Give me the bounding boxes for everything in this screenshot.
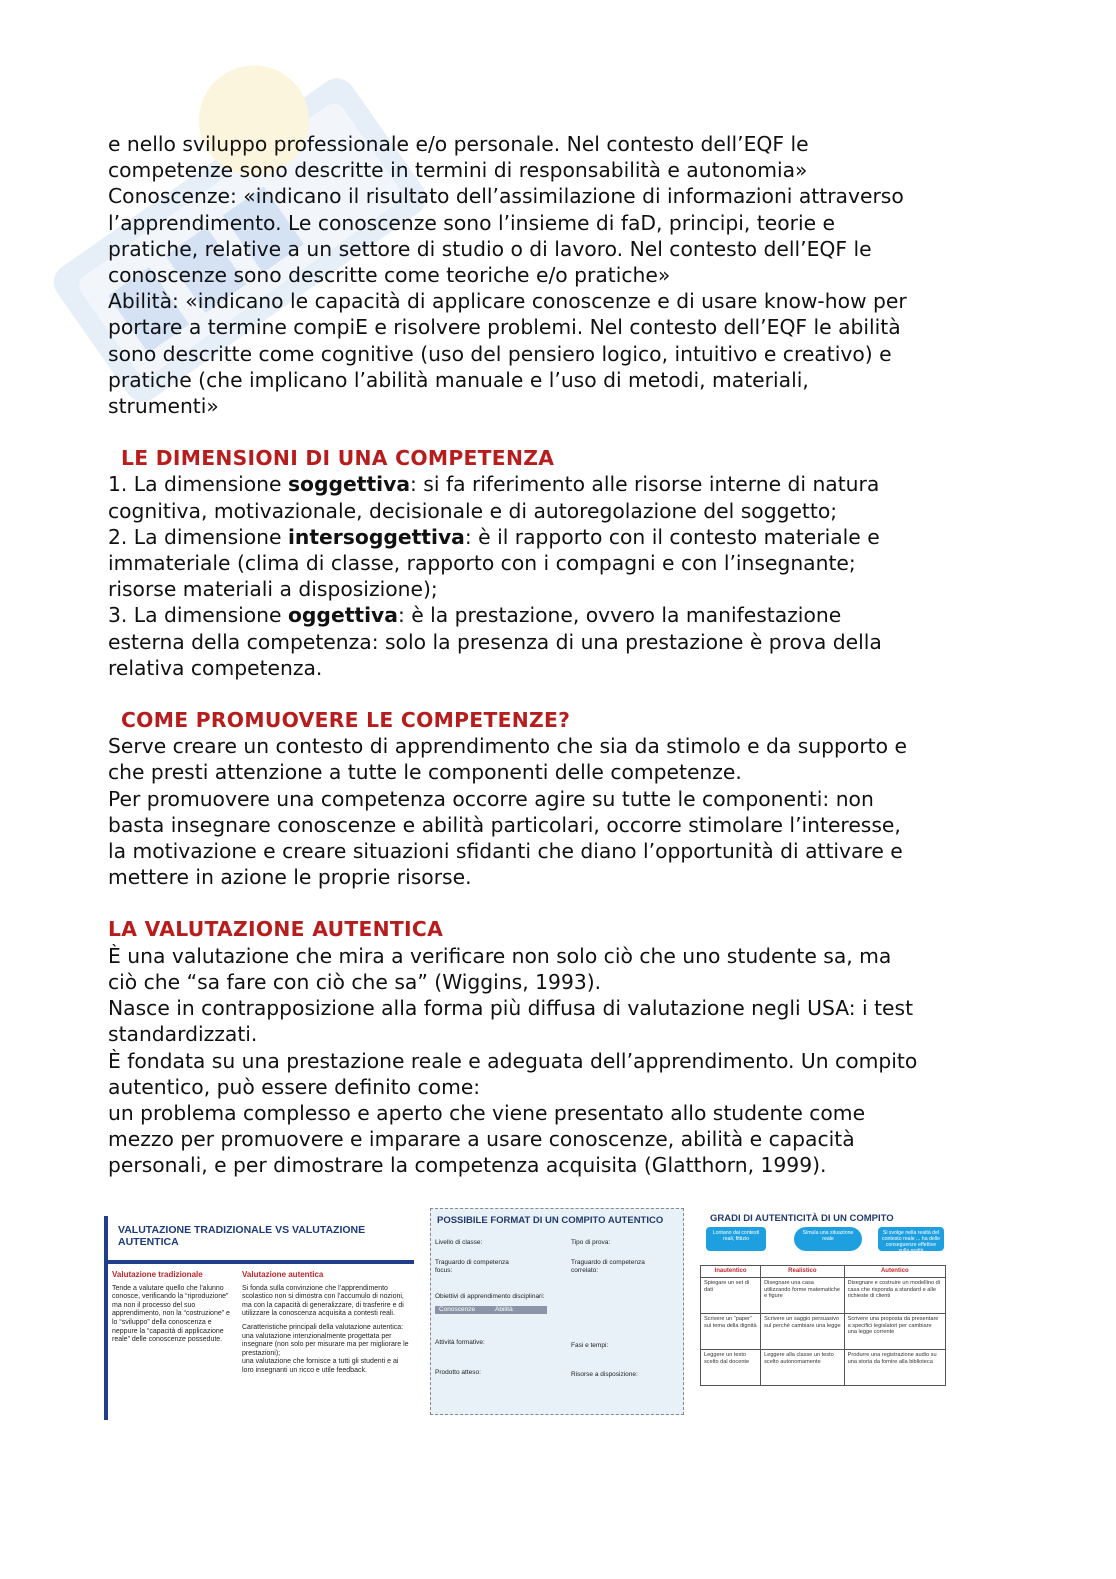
slide-format-compito-autentico — [430, 1208, 684, 1415]
text-line: sono descritte come cognitive (uso del pensiero logico, intuitivo e creativo) e — [108, 341, 892, 366]
table-cell: Disegnare una casa utilizzando forme matematiche e figure — [761, 1277, 845, 1313]
slide-title: POSSIBILE FORMAT DI UN COMPITO AUTENTICO — [437, 1215, 664, 1226]
text-line: esterna della competenza: solo la presenza di una prestazione è prova della — [108, 629, 882, 654]
form-label: Fasi e tempi: — [571, 1342, 609, 1349]
section-title-dimensioni: LE DIMENSIONI DI UNA COMPETENZA — [121, 446, 555, 471]
table-header: Realistico — [761, 1266, 845, 1278]
text-line: relativa competenza. — [108, 655, 323, 680]
form-label: Traguardo di competenza correlato: — [571, 1259, 645, 1274]
text-line: conoscenze sono descritte come teoriche e/o pratiche» — [108, 263, 671, 288]
slide-title: GRADI DI AUTENTICITÀ DI UN COMPITO — [710, 1213, 894, 1224]
slide-thumbnails — [0, 1208, 1116, 1428]
text-line: competenze sono descritte in termini di responsabilità e autonomia» — [108, 158, 808, 183]
text-line: Abilità: «indicano le capacità di applicare conoscenze e di usare know-how per — [108, 289, 907, 314]
text-line: l’apprendimento. Le conoscenze sono l’insieme di faD, principi, teorie e — [108, 210, 836, 235]
text-line: immateriale (clima di classe, rapporto con i compagni e con l’insegnante; — [108, 551, 856, 576]
document-body — [108, 131, 1008, 1179]
form-label: Obiettivi di apprendimento disciplinari: — [435, 1293, 545, 1300]
table-cell: Disegnare e costruire un modellino di casa che risponda a standard e alle richieste di clienti — [844, 1277, 945, 1313]
text-line: personali, e per dimostrare la competenza acquisita (Glatthorn, 1999). — [108, 1153, 827, 1178]
promuovere-paragraph — [108, 733, 1008, 890]
text-line: pratiche (che implicano l’abilità manuale e l’uso di metodi, materiali, — [108, 367, 809, 392]
text-line: che presti attenzione a tutte le componenti delle competenze. — [108, 760, 742, 785]
text-line: pratiche, relative a un settore di studio o di lavoro. Nel contesto dell’EQF le — [108, 236, 872, 261]
table-cell: Produrre una registrazione audio su una storia da fornire alla biblioteca — [844, 1349, 945, 1385]
slide-valutazione-tradizionale-vs-autentica — [104, 1216, 418, 1420]
authenticity-table — [700, 1265, 946, 1386]
column-text: Si fonda sulla convinzione che l’apprendimento scolastico non si dimostra con l’accumulo di nozioni, ma con la capacità di generalizzare, di trasferire e di utilizzare la conoscenza acquisita a contesti reali. — [242, 1284, 404, 1318]
text-line: basta insegnare conoscenze e abilità particolari, occorre stimolare l’interesse, — [108, 812, 901, 837]
text-line: È fondata su una prestazione reale e adeguata dell’apprendimento. Un compito — [108, 1048, 918, 1073]
form-label: Attività formative: — [435, 1339, 485, 1346]
table-cell: Scrivere una proposta da presentare a specifici legislatori per cambiare una legge corrente — [844, 1313, 945, 1349]
table-header: Conoscenze — [439, 1306, 476, 1313]
text-line: autentico, può essere definito come: — [108, 1074, 481, 1099]
text-line: strumenti» — [108, 394, 219, 419]
text-line: Conoscenze: «indicano il risultato dell’assimilazione di informazioni attraverso — [108, 184, 904, 209]
table-row — [701, 1349, 946, 1385]
scale-pill: Si svolge nella realtà del contesto reale ... ha delle conseguenze effettive sulla realtà — [878, 1227, 944, 1251]
text-line: mettere in azione le proprie risorse. — [108, 865, 472, 890]
scale-pill: Simula una situazione reale — [794, 1227, 862, 1251]
form-label: Traguardo di competenza focus: — [435, 1259, 509, 1274]
bullet-item: una valutazione che fornisce a tutti gli studenti e ai loro insegnanti un ricco e utile feedback. — [242, 1358, 399, 1374]
intro-paragraph — [108, 131, 1008, 419]
text-line: Nasce in contrapposizione alla forma più diffusa di valutazione negli USA: i test — [108, 996, 914, 1021]
text-line: la motivazione e creare situazioni sfidanti che diano l’opportunità di attivare e — [108, 839, 903, 864]
column-heading: Valutazione autentica — [242, 1270, 324, 1279]
text-line: portare a termine compiE e risolvere problemi. Nel contesto dell’EQF le abilità — [108, 315, 901, 340]
table-header-bar — [435, 1306, 547, 1314]
table-cell: Leggere un testo scelto dal docente — [701, 1349, 761, 1385]
text-line: Per promuovere una competenza occorre agire su tutte le componenti: non — [108, 786, 874, 811]
slide-title: VALUTAZIONE TRADIZIONALE VS VALUTAZIONE AUTENTICA — [118, 1224, 366, 1248]
text-line: mezzo per promuovere e imparare a usare conoscenze, abilità e capacità — [108, 1127, 855, 1152]
divider — [108, 1260, 414, 1264]
scale-pill: Lontano dai contesti reali, fittizio — [706, 1227, 766, 1251]
form-label: Tipo di prova: — [571, 1239, 611, 1246]
text-line: risorse materiali a disposizione); — [108, 577, 438, 602]
section-title-valutazione: LA VALUTAZIONE AUTENTICA — [108, 917, 444, 942]
table-row — [701, 1313, 946, 1349]
left-column — [112, 1271, 236, 1345]
valutazione-paragraph — [108, 943, 1008, 1179]
table-header-row — [701, 1266, 946, 1278]
table-header: Abilità — [495, 1306, 513, 1313]
table-header: Inautentico — [701, 1266, 761, 1278]
list-item: 1. La dimensione soggettiva: si fa riferimento alle risorse interne di natura — [108, 472, 880, 497]
form-label: Livello di classe: — [435, 1239, 483, 1246]
column-heading: Valutazione tradizionale — [112, 1270, 203, 1279]
text-line: Serve creare un contesto di apprendimento che sia da stimolo e da supporto e — [108, 734, 907, 759]
table-row — [701, 1277, 946, 1313]
list-item: 3. La dimensione oggettiva: è la prestazione, ovvero la manifestazione — [108, 603, 842, 628]
slide-gradi-autenticita — [700, 1201, 952, 1396]
column-text: Tende a valutare quello che l’alunno conosce, verificando la “riproduzione” ma non il processo del suo apprendimento, non la “costruzione” e lo “sviluppo” della conoscenza e neppure la “capacità di applicazione reale” delle conoscenze possedute. — [112, 1284, 230, 1344]
table-cell: Leggere alla classe un testo scelto autonomamente — [761, 1349, 845, 1385]
table-cell: Scrivere un “paper” sui tema della dignità — [701, 1313, 761, 1349]
form-label: Risorse a disposizione: — [571, 1371, 638, 1378]
text-line: cognitiva, motivazionale, decisionale e di autoregolazione del soggetto; — [108, 498, 838, 523]
right-column — [242, 1271, 412, 1376]
table-cell: Scrivere un saggio persuasivo sul perché cambiare una legge — [761, 1313, 845, 1349]
column-text: Caratteristiche principali della valutazione autentica: — [242, 1323, 404, 1331]
table-cell: Spiegare un set di dati — [701, 1277, 761, 1313]
text-line: È una valutazione che mira a verificare non solo ciò che uno studente sa, ma — [108, 943, 892, 968]
table-header: Autentico — [844, 1266, 945, 1278]
text-line: standardizzati. — [108, 1022, 258, 1047]
list-item: 2. La dimensione intersoggettiva: è il rapporto con il contesto materiale e — [108, 524, 880, 549]
bullet-item: una valutazione intenzionalmente progettata per insegnare (non solo per misurare ma per migliorare le prestazioni); — [242, 1332, 409, 1357]
form-label: Prodotto atteso: — [435, 1369, 481, 1376]
text-line: e nello sviluppo professionale e/o personale. Nel contesto dell’EQF le — [108, 132, 809, 156]
section-title-promuovere: COME PROMUOVERE LE COMPETENZE? — [121, 708, 571, 733]
text-line: ciò che “sa fare con ciò che sa” (Wiggins, 1993). — [108, 969, 602, 994]
dimensioni-list — [108, 471, 1008, 681]
text-line: un problema complesso e aperto che viene presentato allo studente come — [108, 1100, 866, 1125]
